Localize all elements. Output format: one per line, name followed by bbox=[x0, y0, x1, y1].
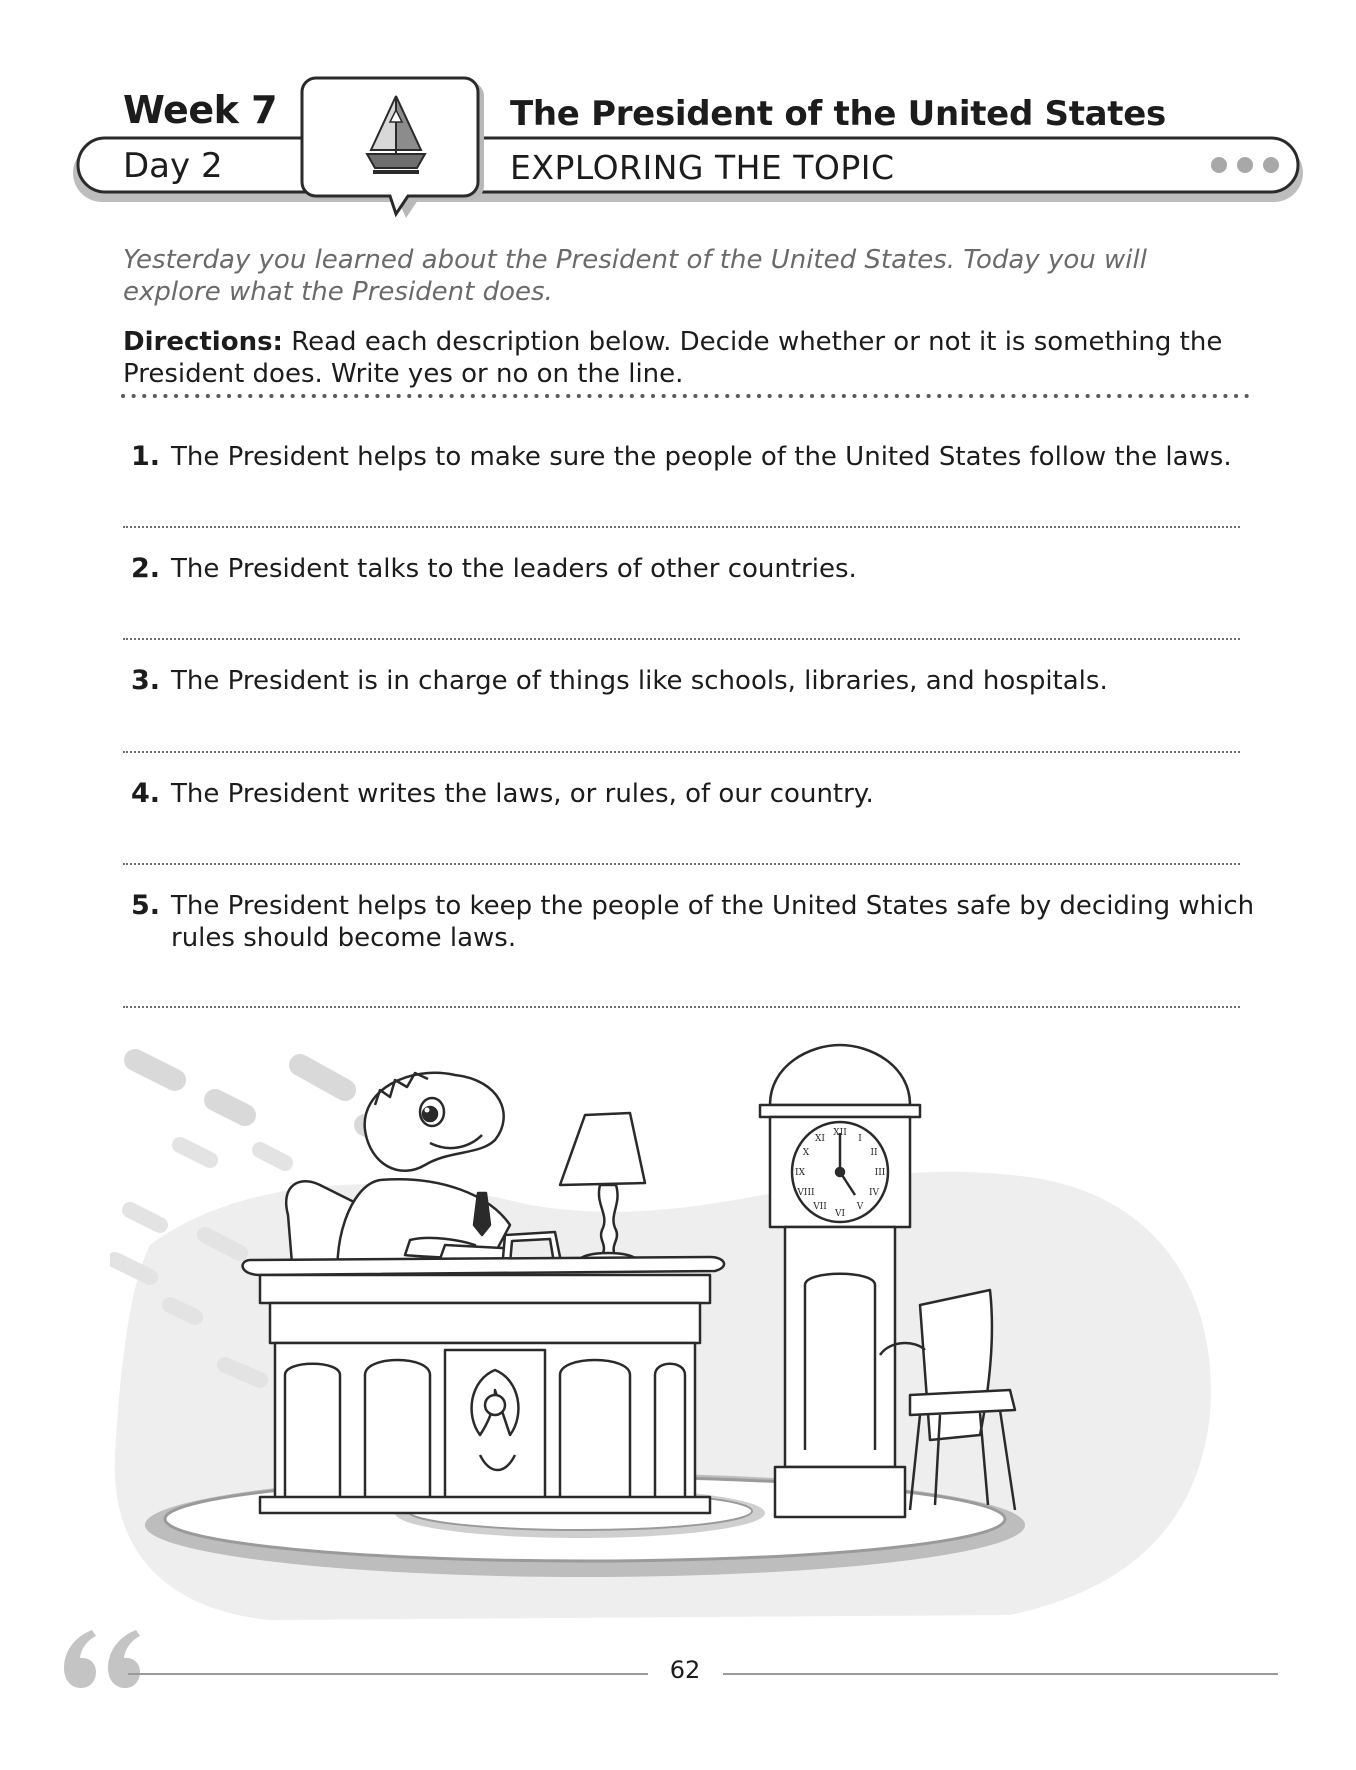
illustration bbox=[110, 1035, 1260, 1635]
clock-numeral: XI bbox=[815, 1134, 825, 1144]
clock-numeral: IV bbox=[868, 1188, 880, 1198]
directions-text: Read each description below. Decide whether or not it is something the President does. Write yes or no on the line. bbox=[123, 327, 1223, 389]
answer-line-5[interactable] bbox=[123, 1006, 1240, 1008]
clock-numeral: VII bbox=[813, 1202, 827, 1212]
directions-label: Directions: bbox=[123, 327, 283, 357]
clock-numeral: V bbox=[856, 1202, 864, 1212]
directions bbox=[123, 326, 1248, 390]
question-number: 2. bbox=[131, 553, 161, 584]
clock-numeral: VIII bbox=[797, 1188, 815, 1198]
question-text: The President writes the laws, or rules, of our country. bbox=[171, 779, 874, 809]
page-title: The President of the United States bbox=[510, 94, 1166, 134]
answer-line-2[interactable] bbox=[123, 638, 1240, 640]
clock-numeral: III bbox=[874, 1168, 886, 1178]
question-number: 1. bbox=[131, 441, 161, 472]
clock-numeral: X bbox=[802, 1148, 810, 1158]
page-number: 62 bbox=[669, 1656, 701, 1684]
answer-line-1[interactable] bbox=[123, 526, 1240, 528]
clock-numeral: XII bbox=[833, 1128, 847, 1138]
footer-line-left bbox=[128, 1673, 648, 1675]
question-text: The President is in charge of things like schools, libraries, and hospitals. bbox=[171, 666, 1108, 696]
week-label: Week 7 bbox=[123, 88, 278, 132]
question-number: 5. bbox=[131, 890, 161, 921]
question-text: The President talks to the leaders of other countries. bbox=[171, 554, 857, 584]
question-text: The President helps to make sure the people of the United States follow the laws. bbox=[171, 442, 1232, 472]
day-label: Day 2 bbox=[123, 146, 223, 186]
answer-line-3[interactable] bbox=[123, 751, 1240, 753]
question-number: 4. bbox=[131, 778, 161, 809]
footer-line-right bbox=[723, 1673, 1278, 1675]
directions-divider bbox=[120, 392, 1255, 400]
answer-line-4[interactable] bbox=[123, 863, 1240, 865]
question-number: 3. bbox=[131, 665, 161, 696]
question-text: The President helps to keep the people of the United States safe by deciding which rules should become laws. bbox=[171, 891, 1255, 953]
clock-numeral: VI bbox=[834, 1209, 846, 1219]
intro-text: Yesterday you learned about the President of the United States. Today you will explore what the President does. bbox=[123, 245, 1147, 307]
clock-numeral: IX bbox=[795, 1168, 805, 1178]
sailboat-icon bbox=[357, 92, 435, 182]
clock-numeral: I bbox=[858, 1134, 862, 1144]
dots-icon[interactable] bbox=[1208, 154, 1282, 176]
quote-mark-icon bbox=[56, 1622, 146, 1692]
section-subtitle: EXPLORING THE TOPIC bbox=[510, 148, 895, 187]
clock-numeral: II bbox=[870, 1148, 878, 1158]
